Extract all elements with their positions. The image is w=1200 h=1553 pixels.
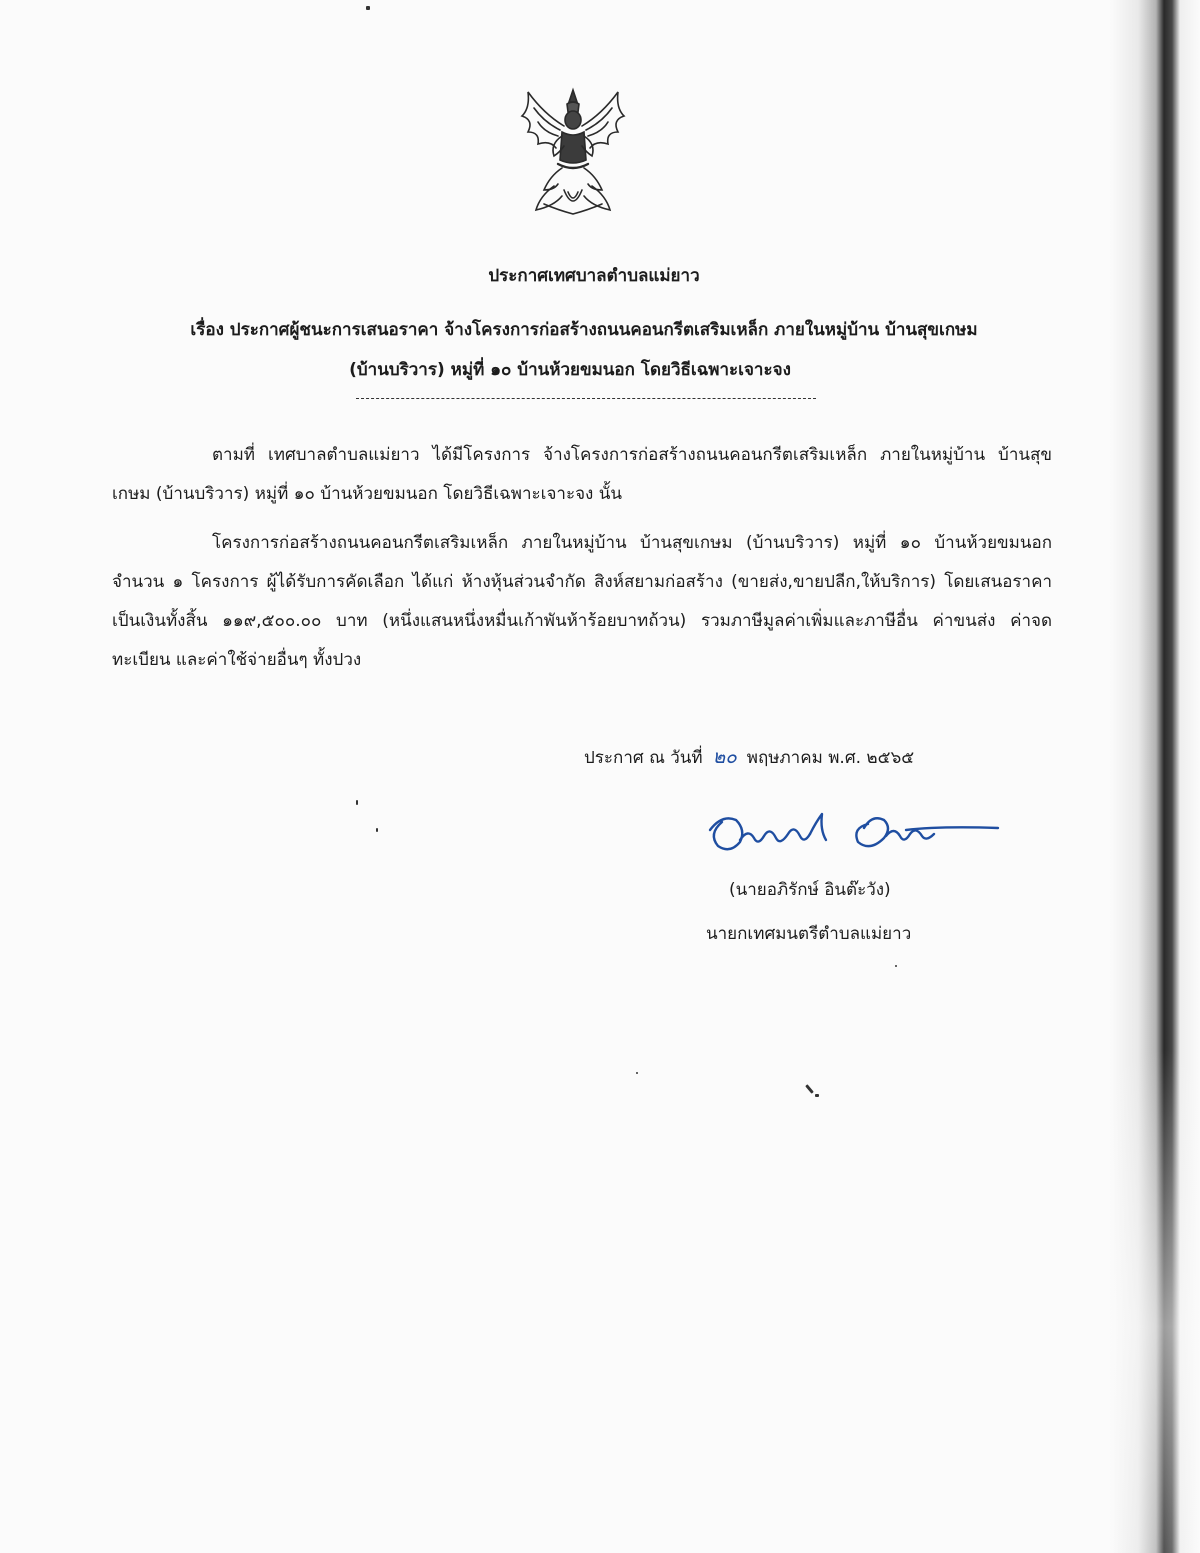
scan-speck	[805, 1084, 814, 1094]
body-paragraph-1: ตามที่ เทศบาลตำบลแม่ยาว ได้มีโครงการ จ้างโครงการก่อสร้างถนนคอนกรีตเสริมเหล็ก ภายในหมู่บ้าน บ้านสุขเกษม (บ้านบริวาร) หมู่ที่ ๑๐ บ้านห้วยขมนอก โดยวิธีเฉพาะเจาะจง นั้น	[112, 445, 1052, 504]
scan-speck	[895, 965, 897, 967]
date-day-handwritten: ๒๐	[712, 746, 737, 768]
handwritten-signature	[700, 800, 1000, 862]
subject-line-1: เรื่อง ประกาศผู้ชนะการเสนอราคา จ้างโครงการก่อสร้างถนนคอนกรีตเสริมเหล็ก ภายในหมู่บ้าน บ้านสุขเกษม	[190, 320, 978, 340]
scan-speck	[356, 800, 358, 805]
subject-line-2: (บ้านบริวาร) หมู่ที่ ๑๐ บ้านห้วยขมนอก โดยวิธีเฉพาะเจาะจง	[349, 360, 791, 380]
scan-speck	[376, 828, 378, 832]
announcement-date	[584, 742, 914, 772]
scan-speck	[366, 6, 370, 10]
date-month-year: พฤษภาคม พ.ศ. ๒๕๖๕	[746, 748, 915, 768]
garuda-emblem-icon	[514, 86, 632, 218]
body-paragraph-2: โครงการก่อสร้างถนนคอนกรีตเสริมเหล็ก ภายในหมู่บ้าน บ้านสุขเกษม (บ้านบริวาร) หมู่ที่ ๑๐ บ้านห้วยขมนอก จำนวน ๑ โครงการ ผู้ได้รับการคัดเลือก ได้แก่ ห้างหุ้นส่วนจำกัด สิงห์สยามก่อสร้าง (ขายส่ง,ขายปลีก,ให้บริการ) โดยเสนอราคา เป็นเงินทั้งสิ้น ๑๑๙,๕๐๐.๐๐ บาท (หนึ่งแสนหนึ่งหมื่นเก้าพันห้าร้อยบาทถ้วน) รวมภาษีมูลค่าเพิ่มและภาษีอื่น ค่าขนส่ง ค่าจดทะเบียน และค่าใช้จ่ายอื่นๆ ทั้งปวง	[112, 533, 1052, 670]
announcement-title: ประกาศเทศบาลตำบลแม่ยาว	[488, 266, 700, 286]
separator-dashes	[356, 398, 816, 399]
scan-edge-fade	[1110, 1050, 1200, 1553]
scan-speck	[815, 1094, 819, 1097]
signatory-position: นายกเทศมนตรีตำบลแม่ยาว	[706, 924, 912, 944]
date-prefix: ประกาศ ณ วันที่	[584, 748, 703, 768]
scan-speck	[636, 1072, 638, 1074]
signatory-name: (นายอภิรักษ์ อินต๊ะวัง)	[729, 880, 891, 900]
